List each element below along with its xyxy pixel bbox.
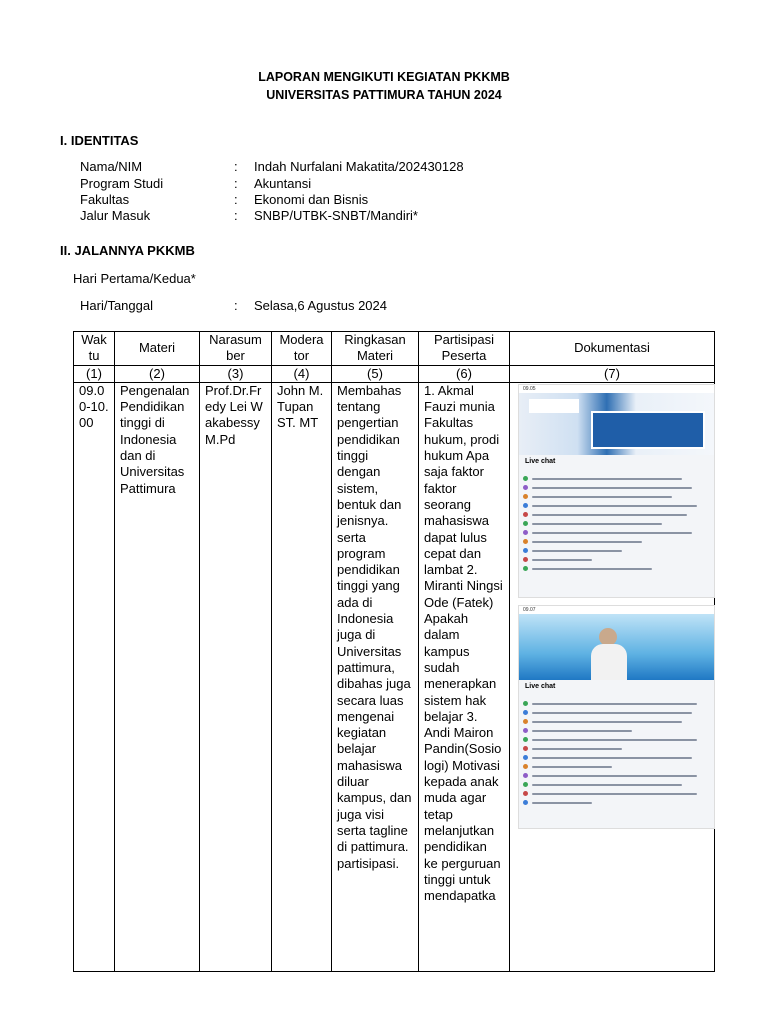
header-dokumentasi: Dokumentasi [510,332,715,366]
identitas-heading: I. IDENTITAS [60,133,139,148]
cell-narasumber: Prof.Dr.Fredy Lei Wakabessy M.Pd [200,382,272,971]
field-value-jalur: SNBP/UTBK-SNBT/Mandiri* [254,208,418,223]
chat-message [519,519,714,528]
col-number: (5) [332,365,419,382]
header-waktu: Wak tu [74,332,115,366]
phone-status-bar: 09.05 [519,385,714,393]
chat-message [519,771,714,780]
hari-label: Hari Pertama/Kedua* [73,271,196,286]
field-colon: : [234,159,238,174]
chat-message [519,564,714,573]
chat-message [519,744,714,753]
header-partisipasi: Partisipasi Peserta [419,332,510,366]
chat-message [519,789,714,798]
col-number: (2) [115,365,200,382]
col-number: (3) [200,365,272,382]
chat-message [519,753,714,762]
header-narasumber: Narasum ber [200,332,272,366]
chat-message [519,474,714,483]
documentation-screenshot-2 [518,605,715,829]
live-chat-title: Live chat [525,683,556,690]
col-number: (6) [419,365,510,382]
field-value-fakultas: Ekonomi dan Bisnis [254,192,369,207]
presentation-slide-image [591,411,705,449]
report-title-line2: UNIVERSITAS PATTIMURA TAHUN 2024 [266,88,502,102]
cell-partisipasi: 1. Akmal Fauzi munia Fakultas hukum, prodi hukum Apa saja faktor faktor seorang mahasiswa dapat lulus cepat dan lambat 2. Miranti Ningsi Ode (Fatek) Apakah dalam kampus sudah menerapkan sistem hak belajar 3. Andi Mairon Pandin(Sosiologi) Motivasi kepada anak muda agar tetap melanjutkan pendidikan ke perguruan tinggi untuk mendapatka [419,382,510,971]
chat-message [519,762,714,771]
field-colon: : [234,298,238,313]
cell-ringkasan: Membahas tentang pengertian pendidikan tinggi dengan sistem, bentuk dan jenisnya. serta program pendidikan tinggi yang ada di Indonesia juga di Universitas pattimura, dibahas juga secara luas mengenai kegiatan belajar mahasiswa diluar kampus, dan juga visi serta tagline di pattimura. partisipasi. [332,382,419,971]
col-number: (1) [74,365,115,382]
chat-message [519,735,714,744]
chat-message [519,717,714,726]
col-number: (4) [272,365,332,382]
chat-message [519,780,714,789]
field-colon: : [234,192,238,207]
jalannya-heading: II. JALANNYA PKKMB [60,243,195,258]
chat-message [519,708,714,717]
chat-message [519,546,714,555]
speaker-body-image [591,644,627,680]
chat-message [519,537,714,546]
report-title-line1: LAPORAN MENGIKUTI KEGIATAN PKKMB [258,70,510,84]
tanggal-value: Selasa,6 Agustus 2024 [254,298,387,313]
tanggal-label: Hari/Tanggal [80,298,153,313]
header-materi: Materi [115,332,200,366]
cell-materi: Pengenalan Pendidikan tinggi di Indonesia dan di Universitas Pattimura [115,382,200,971]
field-value-prodi: Akuntansi [254,176,312,191]
field-label-fakultas: Fakultas [80,192,130,207]
video-frame [519,393,714,455]
chat-message [519,555,714,564]
video-frame [519,614,714,680]
documentation-screenshot-1 [518,384,715,598]
phone-status-bar: 09.07 [519,606,714,614]
cell-moderator: John M. Tupan ST. MT [272,382,332,971]
col-number: (7) [510,365,715,382]
header-ringkasan: Ringkasan Materi [332,332,419,366]
chat-message [519,726,714,735]
cell-waktu: 09.00-10.00 [74,382,115,971]
chat-message [519,699,714,708]
chat-message [519,510,714,519]
field-label-nama: Nama/NIM [80,159,143,174]
chat-message [519,483,714,492]
field-label-prodi: Program Studi [80,176,164,191]
field-colon: : [234,208,238,223]
field-label-jalur: Jalur Masuk [80,208,151,223]
live-chat-title: Live chat [525,458,556,465]
chat-message [519,492,714,501]
chat-message [519,528,714,537]
logo-image [529,399,579,413]
table-number-row [74,365,715,382]
chat-message [519,798,714,807]
header-moderator: Modera tor [272,332,332,366]
field-colon: : [234,176,238,191]
chat-message [519,501,714,510]
table-header-row [74,332,715,366]
field-value-nama: Indah Nurfalani Makatita/202430128 [254,159,464,174]
